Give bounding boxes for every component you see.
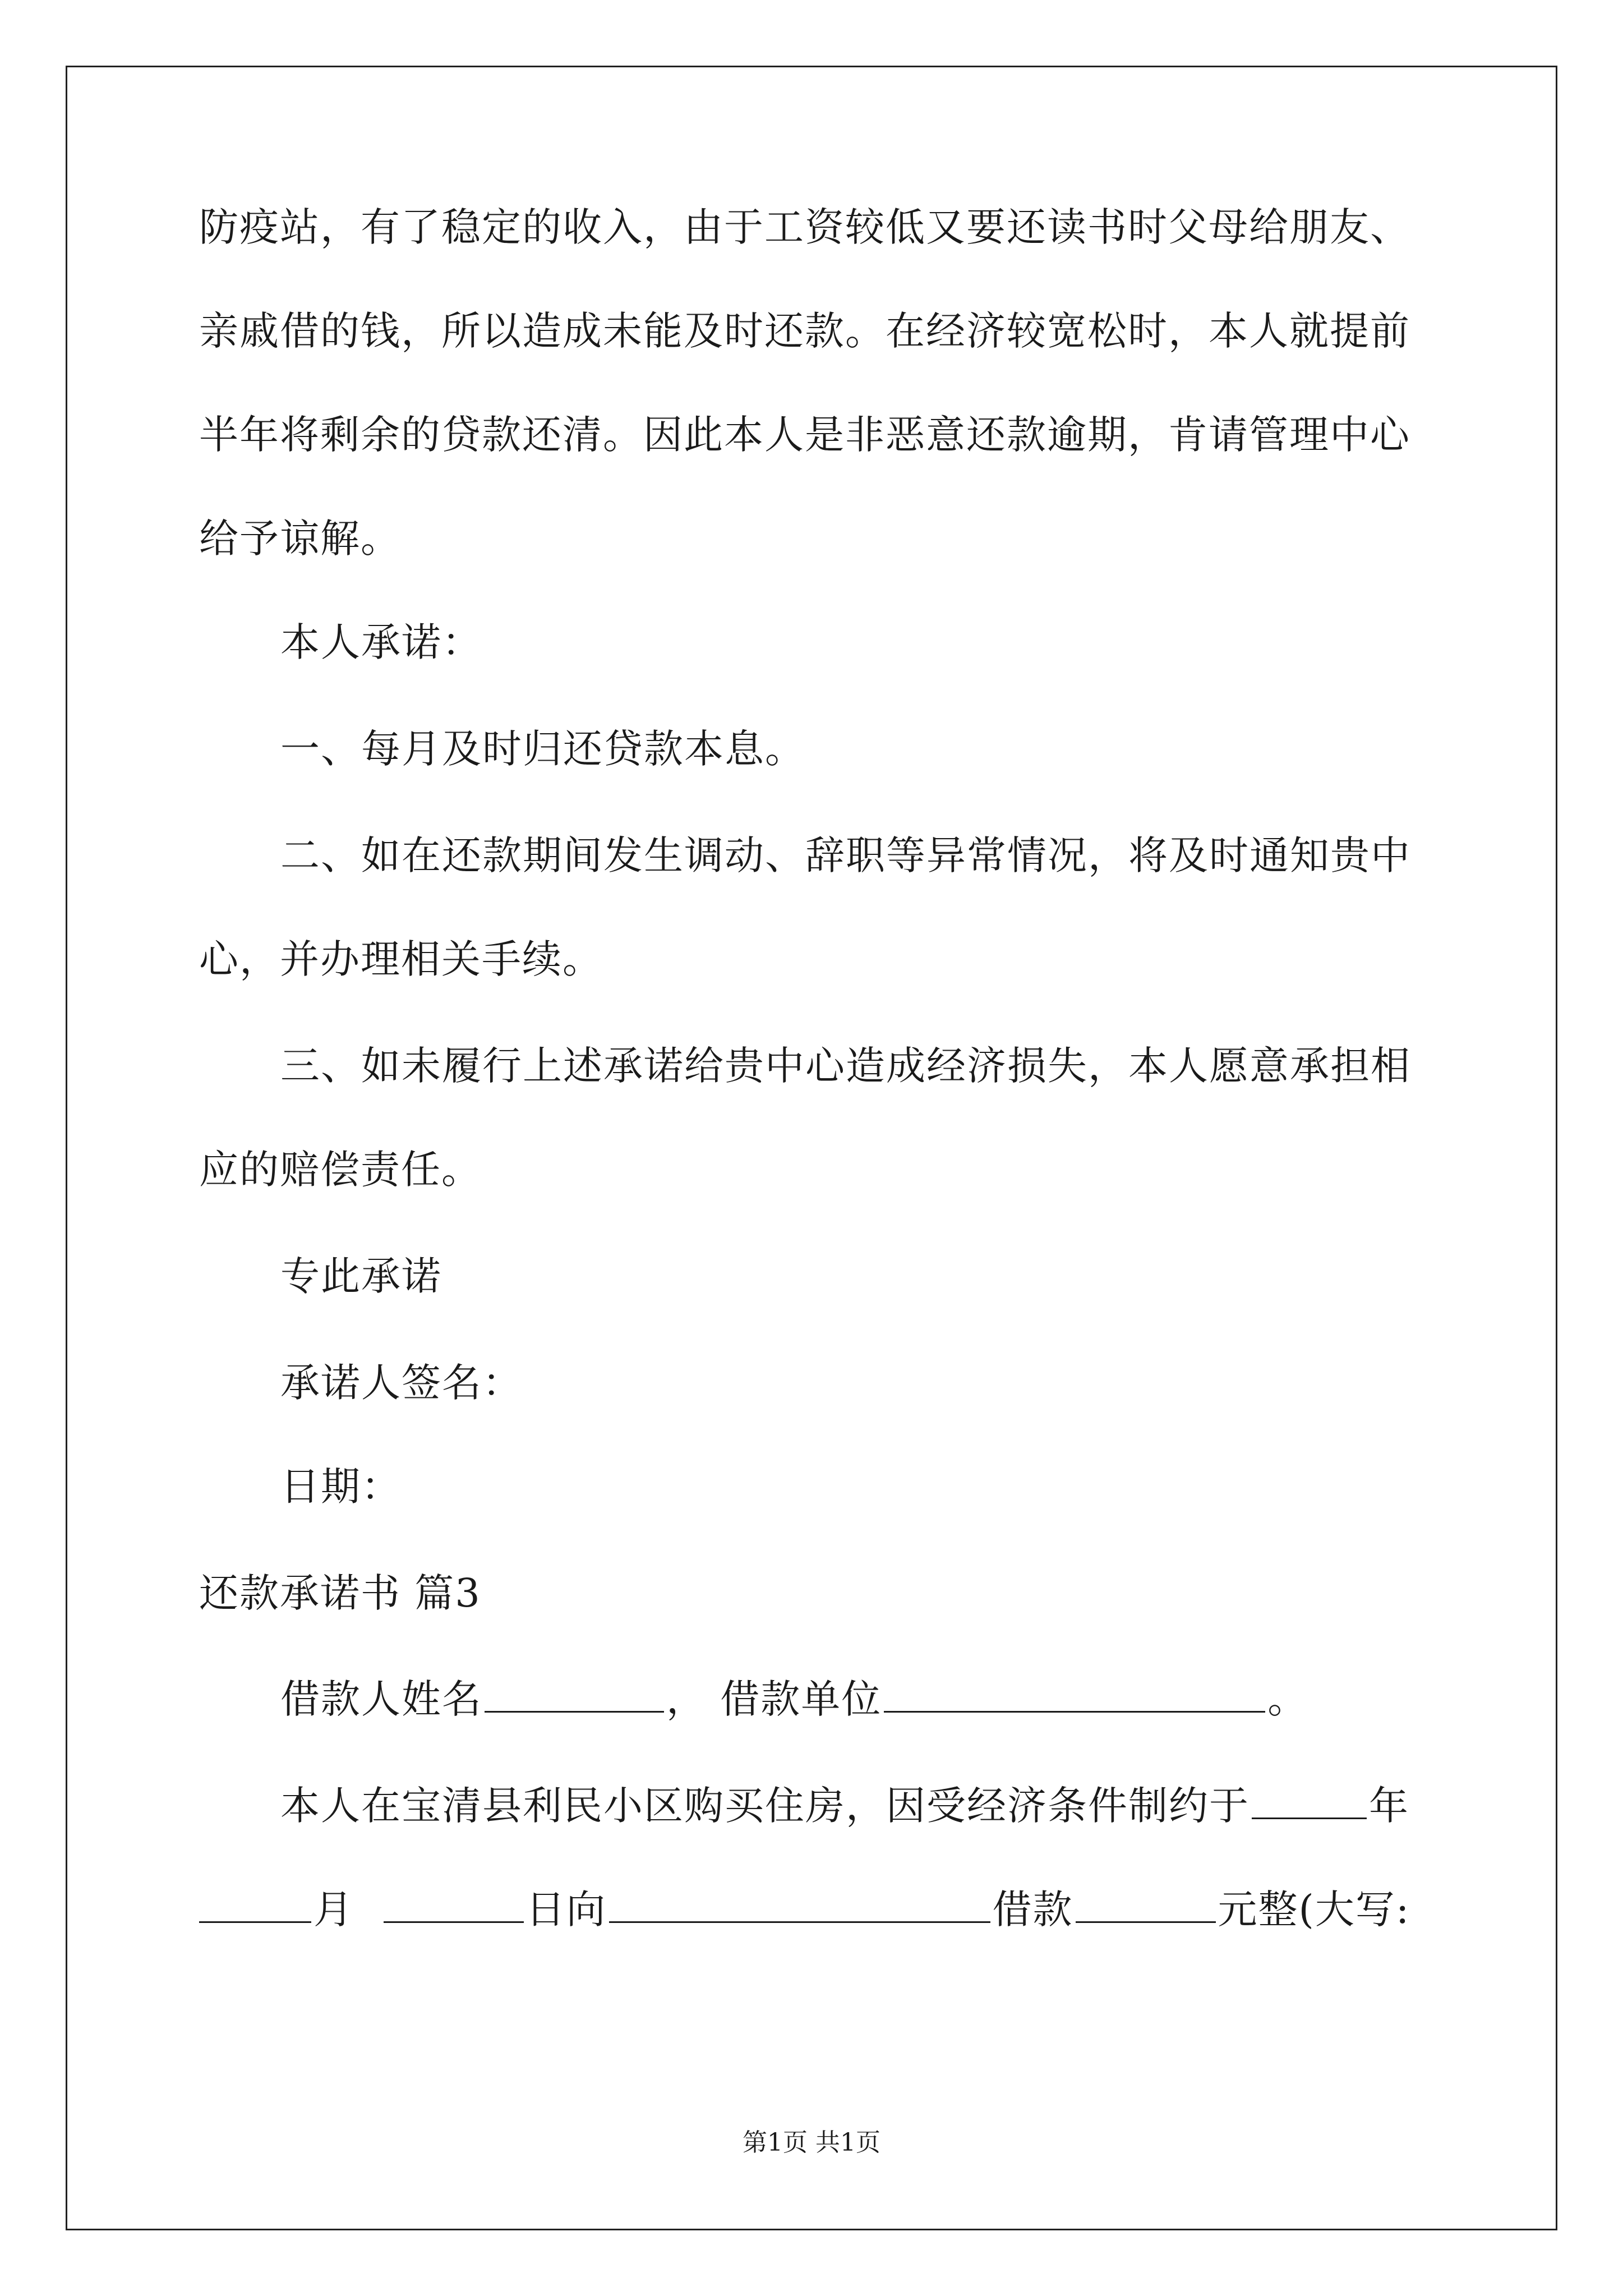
month-blank[interactable]	[199, 1882, 311, 1923]
separator: ，	[666, 1676, 707, 1722]
borrow-label: 借款	[992, 1887, 1073, 1932]
signature-label: 承诺人签名：	[280, 1360, 523, 1406]
paragraph-line: 半年将剩余的贷款还清。因此本人是非恶意还款逾期，肯请管理中心	[199, 412, 1410, 458]
borrower-unit-blank[interactable]	[884, 1672, 1265, 1713]
borrower-line	[280, 1672, 1308, 1724]
paragraph-line: 防疫站，有了稳定的收入，由于工资较低又要还读书时父母给朋友、	[199, 204, 1410, 250]
commitment-item-1: 一、每月及时归还贷款本息。	[280, 726, 805, 772]
borrower-name-label: 借款人姓名	[280, 1676, 482, 1722]
date-label: 日期：	[280, 1464, 402, 1510]
purchase-text: 本人在宝清县利民小区购买住房，因受经济条件制约于	[280, 1783, 1249, 1829]
purchase-line	[280, 1778, 1409, 1831]
day-to-label: 日向	[525, 1887, 607, 1932]
loan-line	[199, 1882, 1410, 1935]
commitment-item-3: 三、如未履行上述承诺给贵中心造成经济损失，本人愿意承担相	[280, 1043, 1411, 1089]
year-blank[interactable]	[1252, 1778, 1367, 1819]
amount-blank[interactable]	[1076, 1882, 1216, 1923]
paragraph-line: 给予谅解。	[199, 516, 401, 562]
commitment-heading: 本人承诺：	[280, 619, 482, 665]
month-label: 月	[313, 1887, 354, 1932]
day-blank[interactable]	[384, 1882, 524, 1923]
yuan-label: 元整(大写:	[1218, 1887, 1410, 1932]
closing-text: 专此承诺	[280, 1253, 442, 1299]
paragraph-line: 应的赔偿责任。	[199, 1147, 482, 1193]
paragraph-line: 心，并办理相关手续。	[199, 936, 603, 982]
page-footer: 第1页 共1页	[743, 2128, 880, 2157]
borrower-unit-label: 借款单位	[720, 1676, 882, 1722]
period: 。	[1267, 1676, 1308, 1722]
lender-blank[interactable]	[609, 1882, 990, 1923]
commitment-item-2: 二、如在还款期间发生调动、辞职等异常情况，将及时通知贵中	[280, 832, 1411, 878]
paragraph-line: 亲戚借的钱，所以造成未能及时还款。在经济较宽松时，本人就提前	[199, 308, 1410, 354]
year-label: 年	[1369, 1783, 1409, 1829]
section-title: 还款承诺书 篇3	[199, 1570, 481, 1616]
borrower-name-blank[interactable]	[485, 1672, 664, 1713]
